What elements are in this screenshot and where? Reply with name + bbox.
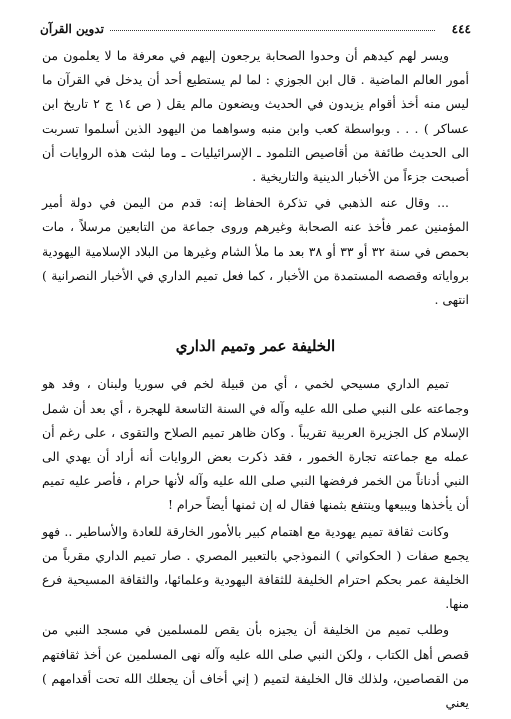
paragraph: وطلب تميم من الخليفة أن يجيزه بأن يقص للمسلمين في مسجد النبي من قصص أهل الكتاب ، ولكن النبي صلى الله عليه وآله نهى المسلمين عن أخذ ثقافتهم من القصاصين، ولذلك قال الخليفة لتميم ( إني أخاف أن يجعلك الله تحت أقدامهم ) يعني bbox=[42, 622, 469, 711]
page-number: ٤٤٤ bbox=[451, 22, 471, 36]
header-dotted-leader bbox=[110, 30, 435, 31]
paragraph: تميم الداري مسيحي لخمي ، أي من قبيلة لخم في سوريا ولبنان ، وفد هو وجماعته على النبي صلى الله عليه وآله في السنة التاسعة للهجرة ، أي بعد أن شمل الإسلام كل الجزيرة العربية تقريباً . وكان ظاهر تميم الصلاح والتقوى ، على رغم أن عمله مع جماعته تجارة الخمور ، فقد ذكرت بعض الروايات أنه أراد أن يهدي الى النبي أدناناً من الخمر فرفضها النبي صلى الله عليه وآله لأنها حرام ، فأصر عليه تميم أن يأخذها ويبيعها وينتفع بثمنها فقال له إن ثمنها أيضاً حرام ! bbox=[42, 376, 469, 513]
page-body bbox=[42, 44, 469, 715]
paragraph: ويسر لهم كيدهم أن وحدوا الصحابة يرجعون إليهم في معرفة ما لا يعلمون من أمور العالم الماضية . قال ابن الجوزي : لما لم يستطيع أحد أن يدخل في القرآن ما ليس منه أخذ أقوام يزيدون في الحديث ويضعون مالم يقل ( ص ١٤ ج ٢ تاريخ ابن عساكر ) . . . وبواسطة كعب وابن منبه وسواهما من اليهود الذين أسلموا تسربت الى الحديث طائفة من أقاصيص التلمود ـ الإسرائيليات ـ وما لبثت هذه الروايات أن أصبحت جزءاً من الأخبار الدينية والتاريخية . bbox=[42, 48, 469, 185]
paragraph: ... وقال عنه الذهبي في تذكرة الحفاظ إنه: قدم من اليمن في دولة أمير المؤمنين عمر فأخذ عنه الصحابة وغيرهم وروى جماعة من التابعين مرسلاً ، مات بحمص في سنة ٣٢ أو ٣٣ أو ٣٨ بعد ما ملأ الشام وغيرها من البلاد الإسلامية اليهودية برواياته وقصصه المستمدة من الأخبار ، كما فعل تميم الداري في الأخبار النصرانية ) انتهى . bbox=[42, 195, 469, 308]
section-heading: الخليفة عمر وتميم الداري bbox=[175, 337, 336, 356]
page-header bbox=[40, 22, 471, 42]
paragraph: وكانت ثقافة تميم يهودية مع اهتمام كبير بالأمور الخارقة للعادة والأساطير .. فهو يجمع صفات ( الحكواتي ) النموذجي بالتعبير المصري . صار تميم الداري مقرباً من الخليفة عمر بحكم احترام الخليفة للثقافة اليهودية وعلمائها، والثقافة المسيحية فرع منها. bbox=[42, 523, 469, 612]
running-title: تدوين القرآن bbox=[40, 22, 104, 36]
